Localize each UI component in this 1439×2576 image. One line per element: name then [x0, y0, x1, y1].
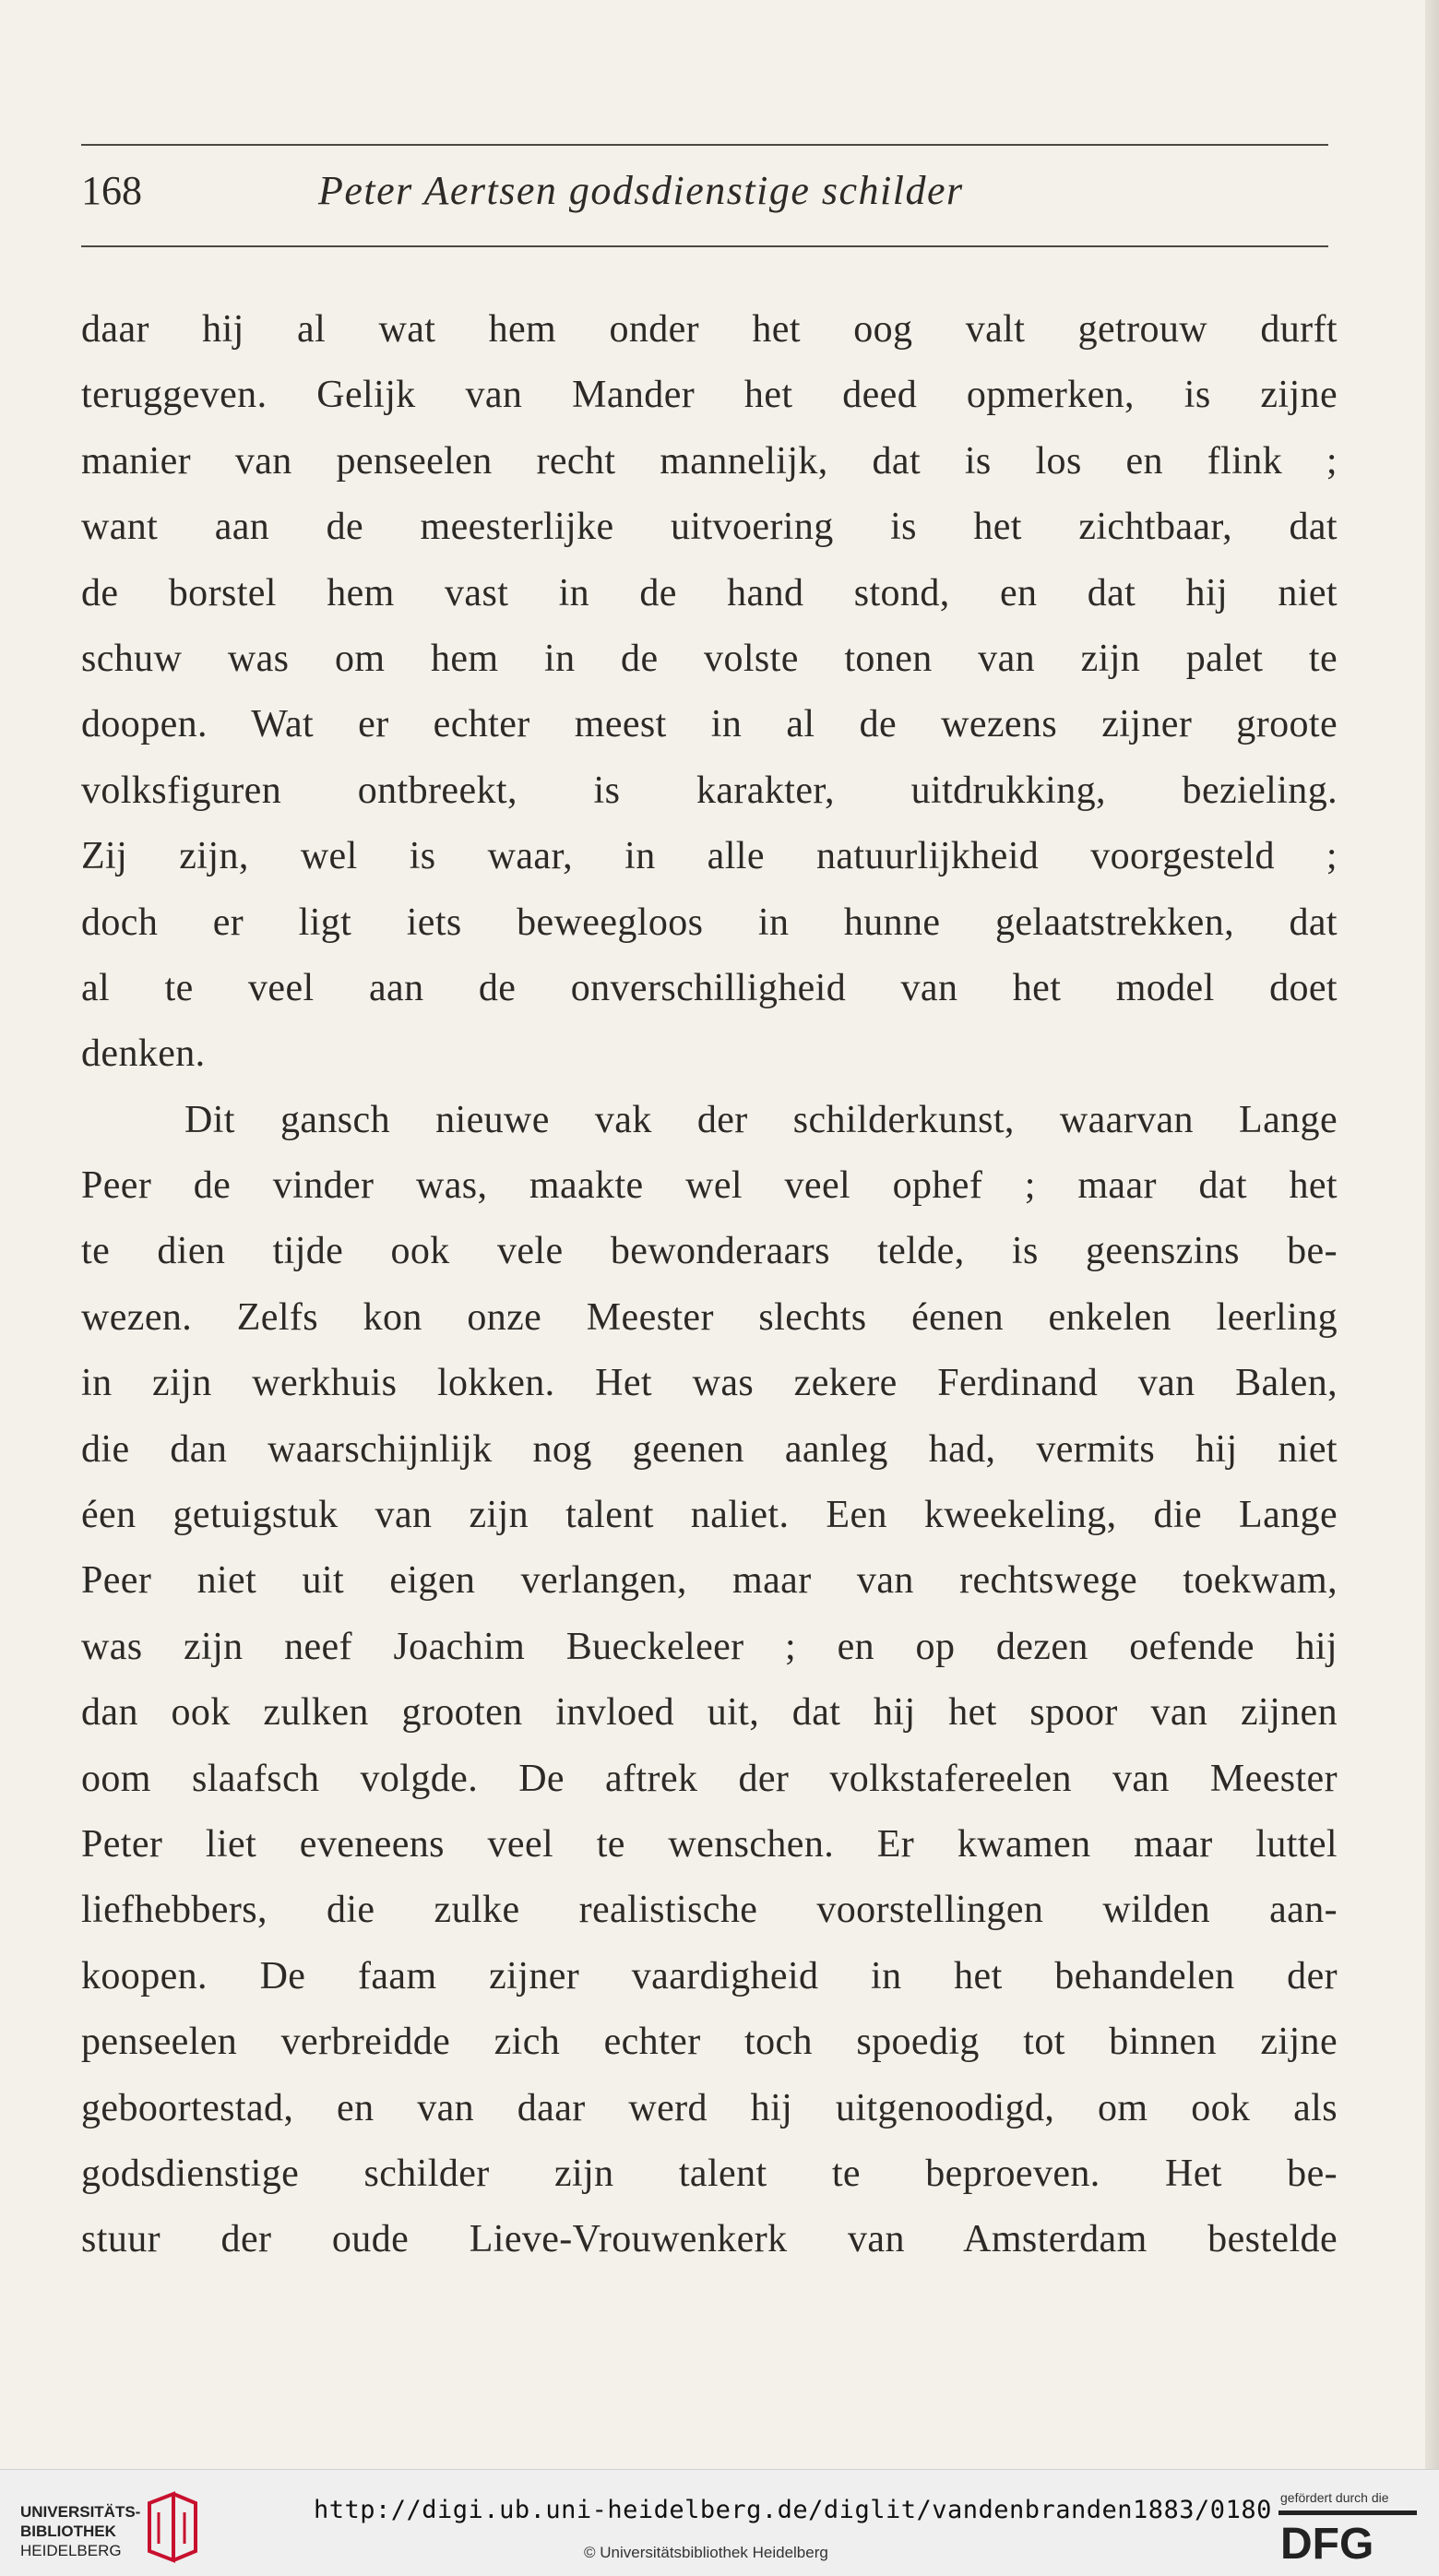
text-line: was zijn neef Joachim Bueckeleer ; en op dezen oefende hij — [81, 1625, 1338, 1668]
text-line: in zijn werkhuis lokken. Het was zekere Ferdinand van Balen, — [81, 1362, 1338, 1405]
library-name-line: HEIDELBERG — [20, 2542, 122, 2559]
text-line: wezen. Zelfs kon onze Meester slechts éenen enkelen leerling — [81, 1295, 1338, 1339]
library-logo-icon — [146, 2490, 199, 2564]
text-line: Zij zijn, wel is waar, in alle natuurlijkheid voorgesteld ; — [81, 835, 1338, 878]
running-title: Peter Aertsen godsdienstige schilder — [318, 168, 964, 213]
text-line: Peer niet uit eigen verlangen, maar van rechtswege toekwam, — [81, 1559, 1338, 1603]
paragraph-end-line: denken. — [81, 1032, 206, 1076]
text-line: want aan de meesterlijke uitvoering is het zichtbaar, dat — [81, 506, 1338, 549]
text-line: manier van penseelen recht mannelijk, dat is los en flink ; — [81, 439, 1338, 483]
header-rule-bottom — [81, 245, 1328, 247]
text-line: koopen. De faam zijner vaardigheid in het behandelen der — [81, 1954, 1338, 1998]
text-line: Peer de vinder was, maakte wel veel ophef ; maar dat het — [81, 1164, 1338, 1208]
text-line: al te veel aan de onverschilligheid van het model doet — [81, 966, 1338, 1009]
text-line: penseelen verbreidde zich echter toch spoedig tot binnen zijne — [81, 2021, 1338, 2064]
footer-bar — [0, 2469, 1439, 2576]
text-line: liefhebbers, die zulke realistische voorstellingen wilden aan- — [81, 1889, 1338, 1932]
header-rule-top — [81, 144, 1328, 146]
library-name — [20, 2502, 140, 2560]
text-line: schuw was om hem in de volste tonen van zijn palet te — [81, 637, 1338, 680]
text-line: doopen. Wat er echter meest in al de wezens zijner groote — [81, 703, 1338, 746]
text-line: stuur der oude Lieve-Vrouwenkerk van Amsterdam bestelde — [81, 2218, 1338, 2261]
text-line: die dan waarschijnlijk nog geenen aanleg had, vermits hij niet — [81, 1427, 1338, 1471]
text-line: geboortestad, en van daar werd hij uitgenoodigd, om ook als — [81, 2086, 1338, 2129]
paragraph-start-line: Dit gansch nieuwe vak der schilderkunst, waarvan Lange — [184, 1098, 1338, 1141]
text-line: oom slaafsch volgde. De aftrek der volkstafereelen van Meester — [81, 1757, 1338, 1800]
text-line: de borstel hem vast in de hand stond, en dat hij niet — [81, 571, 1338, 614]
text-line: Peter liet eveneens veel te wenschen. Er kwamen maar luttel — [81, 1822, 1338, 1866]
library-name-line: UNIVERSITÄTS- — [20, 2503, 141, 2521]
text-line: volksfiguren ontbreekt, is karakter, uitdrukking, bezieling. — [81, 769, 1338, 812]
text-line: teruggeven. Gelijk van Mander het deed opmerken, is zijne — [81, 374, 1338, 417]
text-line: te dien tijde ook vele bewonderaars telde, is geenszins be- — [81, 1230, 1338, 1273]
funding-label: gefördert durch die — [1280, 2490, 1389, 2505]
text-line: godsdienstige schilder zijn talent te beproeven. Het be- — [81, 2152, 1338, 2195]
text-line: doch er ligt iets beweegloos in hunne gelaatstrekken, dat — [81, 900, 1338, 944]
page-edge — [1425, 0, 1439, 2469]
permalink-url[interactable]: http://digi.ub.uni-heidelberg.de/diglit/vandenbranden1883/0180 — [314, 2496, 1272, 2524]
text-line: daar hij al wat hem onder het oog valt getrouw durft — [81, 308, 1338, 351]
dfg-logo-icon — [1278, 2510, 1417, 2562]
dfg-logo-text: DFG — [1280, 2520, 1374, 2562]
copyright-notice: © Universitätsbibliothek Heidelberg — [584, 2544, 828, 2561]
page-number: 168 — [81, 168, 142, 213]
library-name-line: BIBLIOTHEK — [20, 2522, 116, 2540]
text-line: éen getuigstuk van zijn talent naliet. Een kweekeling, die Lange — [81, 1494, 1338, 1537]
text-line: dan ook zulken grooten invloed uit, dat hij het spoor van zijnen — [81, 1691, 1338, 1735]
body-text — [81, 297, 1338, 2273]
